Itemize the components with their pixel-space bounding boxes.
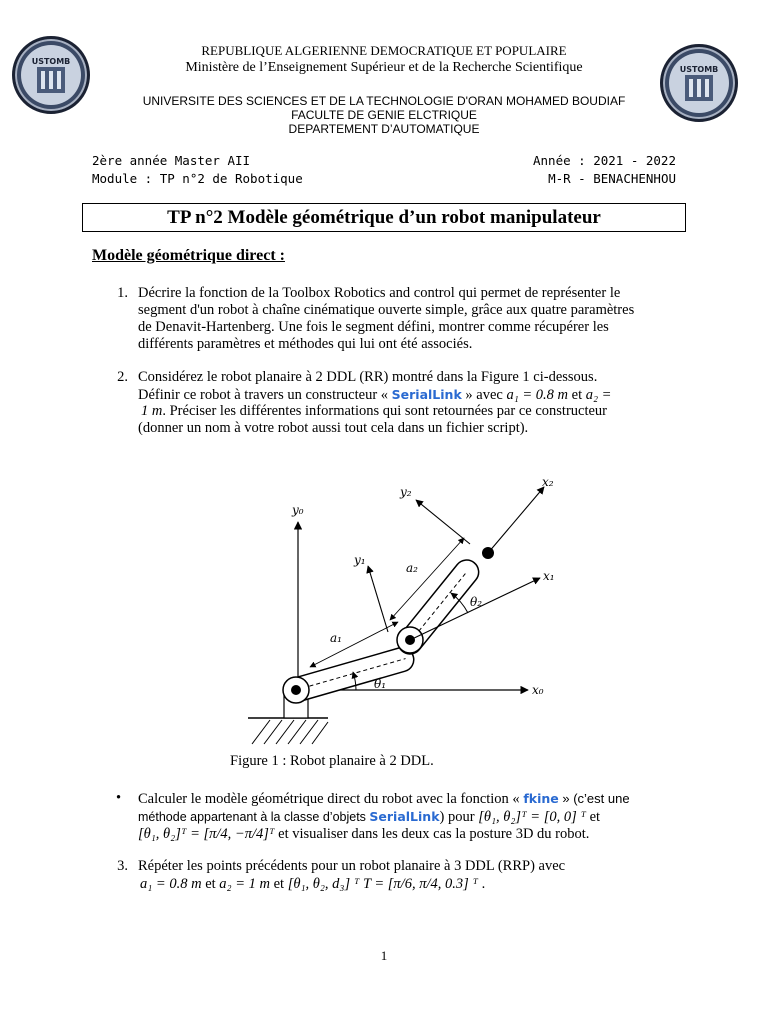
math-a2: a₂ = (585, 387, 612, 403)
label-theta2: θ₂ (470, 595, 483, 609)
year-label: 2ère année Master AII (92, 153, 251, 168)
ground-hatch (252, 720, 328, 744)
label-a2: a₂ (406, 561, 418, 575)
code-fkine: fkine (523, 791, 559, 806)
bullet-line-3: [θ₁, θ₂]ᵀ = [π/4, −π/4]ᵀ et visualiser dans les deux cas la posture 3D du robot. (138, 826, 590, 842)
item-2-line-1: Considérez le robot planaire à 2 DDL (RR) montré dans la Figure 1 ci-dessous. (138, 369, 598, 385)
label-x0: x₀ (532, 683, 544, 697)
math-theta-zero: [θ₁, θ₂]ᵀ = [0, 0] ᵀ (478, 809, 586, 825)
item-3-number: 3. (117, 858, 128, 874)
item-2-line-4: (donner un nom à votre robot aussi tout cela dans un fichier script). (138, 420, 529, 436)
header-university: UNIVERSITE DES SCIENCES ET DE LA TECHNOLOGIE D'ORAN MOHAMED BOUDIAF (142, 94, 626, 108)
page-number: 1 (380, 948, 388, 963)
item-2-line-2: Définir ce robot à travers un constructeur « SerialLink » avec a₁ = 0.8 m et a₂ = (138, 387, 612, 403)
label-x1: x₁ (543, 569, 555, 583)
x2-axis (488, 487, 544, 553)
bullet-line-1: Calculer le modèle géométrique direct du robot avec la fonction « fkine » (c’est une (138, 791, 630, 807)
item-1-line-2: segment d'un robot à chaîne cinématique ouverte simple, grâce aux quatre paramètres (138, 302, 635, 318)
code-seriallink-2: SerialLink (369, 809, 440, 824)
item-3-line-1: Répéter les points précédents pour un robot planaire à 3 DDL (RRP) avec (138, 858, 566, 874)
label-y2: y₂ (400, 485, 412, 499)
bullet-line-2: méthode appartenant à la classe d’objets SerialLink) pour [θ₁, θ₂]ᵀ = [0, 0] ᵀ et (138, 809, 601, 825)
svg-text:USTOMB: USTOMB (679, 65, 719, 74)
item-1-line-4: différents paramètres et méthodes qui lui ont été associés. (138, 336, 473, 352)
header-republic: REPUBLIQUE ALGERIENNE DEMOCRATIQUE ET POPULAIRE (201, 43, 567, 58)
bullet-icon: • (116, 790, 122, 806)
item-1-line-1: Décrire la fonction de la Toolbox Robotics and control qui permet de représenter le (138, 285, 621, 301)
math-rrp-params: [θ₁, θ₂, d₃] ᵀ T = [π/6, π/4, 0.3] ᵀ (287, 876, 478, 892)
label-a1: a₁ (330, 631, 342, 645)
item-3-line-2: a₁ = 0.8 m et a₂ = 1 m et [θ₁, θ₂, d₃] ᵀ T = [π/6, π/4, 0.3] ᵀ . (140, 876, 486, 892)
svg-text:USTOMB: USTOMB (31, 57, 71, 66)
label-y1: y₁ (354, 553, 366, 567)
module-label: Module : TP n°2 de Robotique (92, 171, 303, 186)
y1-axis (368, 566, 388, 632)
author-label: M-R - BENACHENHOU (548, 171, 676, 186)
label-theta1: θ₁ (374, 677, 387, 691)
math-theta-pi: [θ₁, θ₂]ᵀ = [π/4, −π/4]ᵀ (138, 826, 275, 842)
math-a1: a₁ = 0.8 m (506, 387, 569, 403)
annee-label: Année : 2021 - 2022 (533, 153, 676, 168)
page-title: TP n°2 Modèle géométrique d’un robot manipulateur (82, 203, 686, 232)
item-2-number: 2. (117, 369, 128, 385)
header-department: DEPARTEMENT D’AUTOMATIQUE (288, 122, 480, 136)
item-1-line-3: de Denavit-Hartenberg. Une fois le segment défini, montrer comme récupérer les (138, 319, 609, 335)
item-2-line-3: 1 m. Préciser les différentes informations qui sont retournées par ce constructeur (141, 403, 608, 419)
robot-figure (238, 472, 564, 750)
code-seriallink: SerialLink (391, 387, 462, 402)
item-1-number: 1. (117, 285, 128, 301)
header-faculty: FACULTE DE GENIE ELCTRIQUE (291, 108, 477, 122)
y2-axis (416, 500, 470, 544)
section-title: Modèle géométrique direct : (92, 247, 285, 264)
label-y0: y₀ (292, 503, 304, 517)
header-ministry: Ministère de l’Enseignement Supérieur et de la Recherche Scientifique (185, 60, 583, 75)
label-x2: x₂ (542, 475, 554, 489)
figure-caption: Figure 1 : Robot planaire à 2 DDL. (230, 753, 434, 769)
